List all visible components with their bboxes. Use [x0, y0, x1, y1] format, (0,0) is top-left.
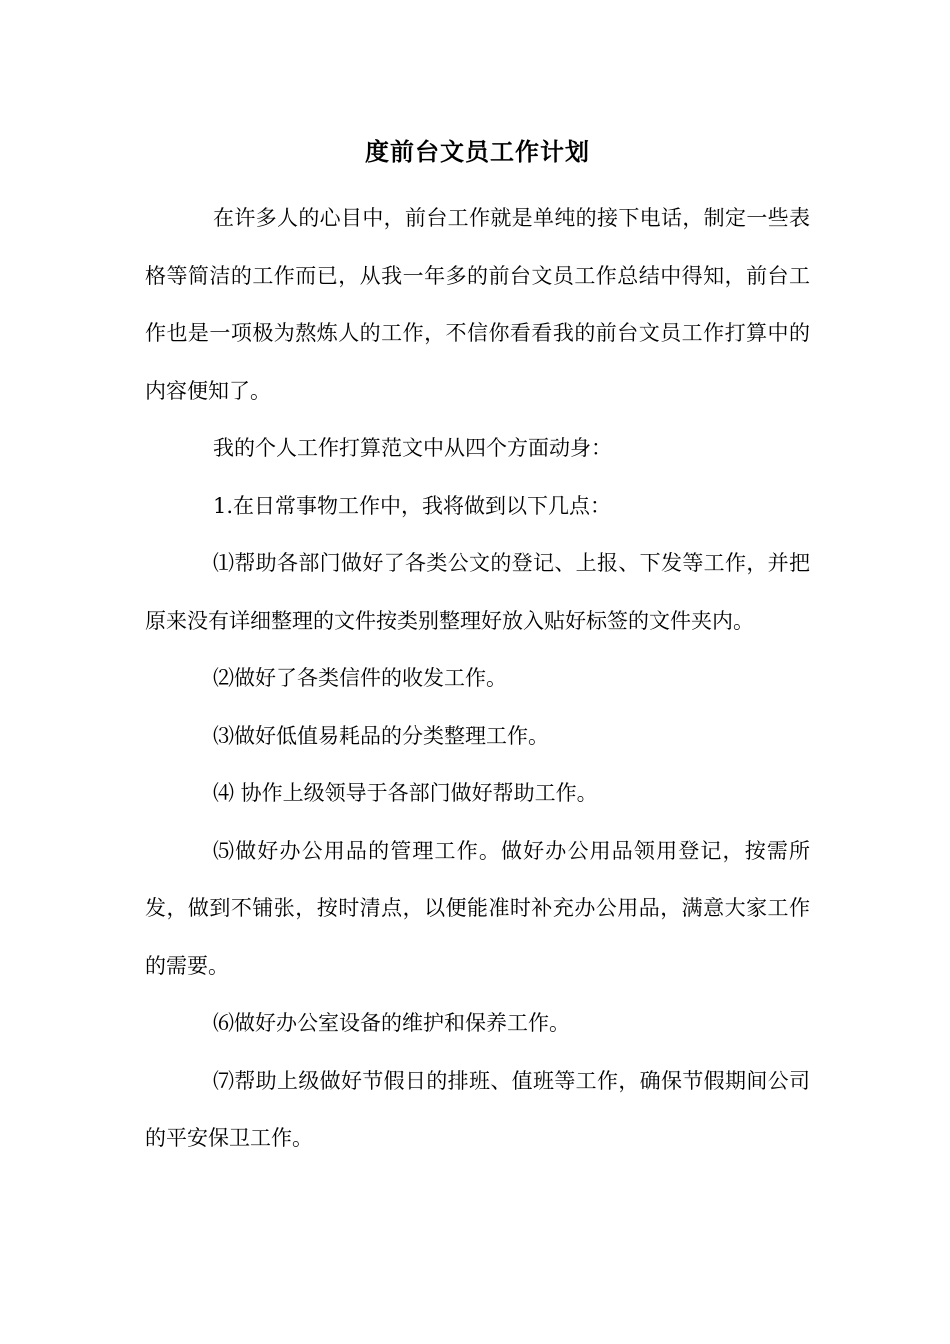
list-item-7: ⑺帮助上级做好节假日的排班、值班等工作，确保节假期间公司的平安保卫工作。 [145, 1068, 810, 1150]
list-item-1: ⑴帮助各部门做好了各类公文的登记、上报、下发等工作，并把原来没有详细整理的文件按类别整理好放入贴好标签的文件夹内。 [145, 551, 810, 633]
list-item-6: ⑹做好办公室设备的维护和保养工作。 [213, 1011, 570, 1035]
paragraph-aspects: 我的个人工作打算范文中从四个方面动身： [213, 436, 612, 460]
list-item-4: ⑷ 协作上级领导于各部门做好帮助工作。 [213, 781, 598, 805]
document-title: 度前台文员工作计划 [365, 137, 590, 166]
document-body [145, 190, 810, 1168]
paragraph-intro: 在许多人的心目中，前台工作就是单纯的接下电话，制定一些表格等简洁的工作而已，从我一年多的前台文员工作总结中得知，前台工作也是一项极为熬炼人的工作，不信你看看我的前台文员工作打算中的内容便知了。 [145, 206, 810, 403]
list-item-5: ⑸做好办公用品的管理工作。做好办公用品领用登记，按需所发，做到不铺张，按时清点，以便能准时补充办公用品，满意大家工作的需要。 [145, 838, 810, 978]
paragraph-section-1: 1.在日常事物工作中，我将做到以下几点： [213, 493, 612, 518]
list-item-3: ⑶做好低值易耗品的分类整理工作。 [213, 723, 549, 748]
list-item-2: ⑵做好了各类信件的收发工作。 [213, 666, 507, 690]
